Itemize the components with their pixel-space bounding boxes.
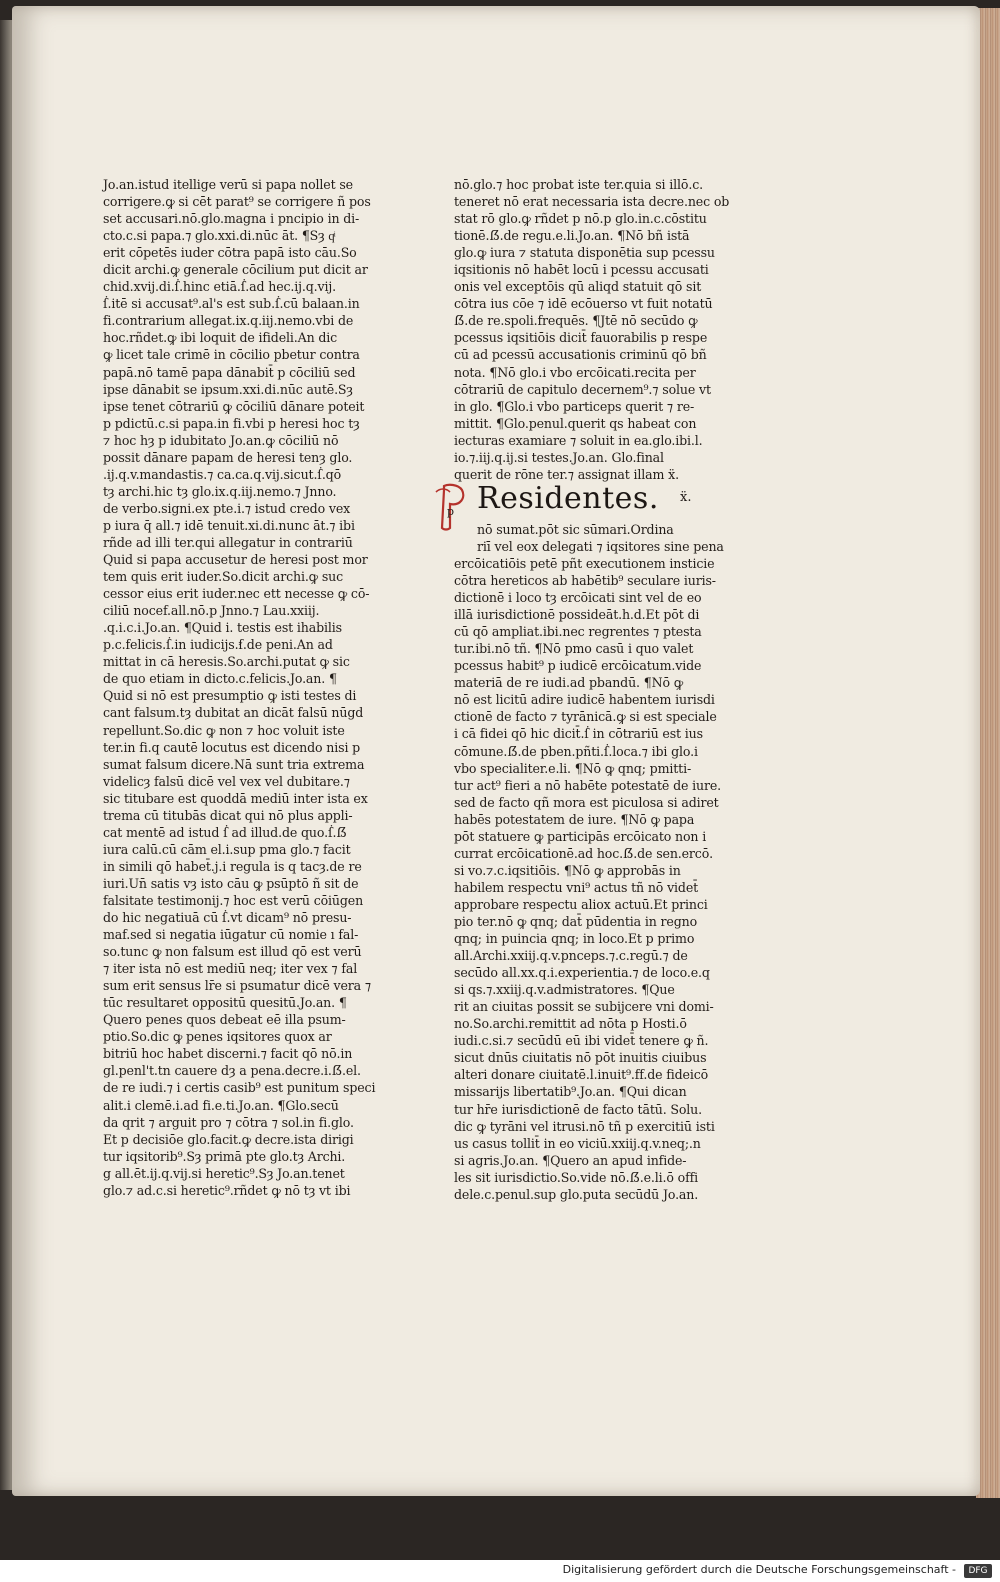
text-line: habilem respectu vni⁹ actus tñ nō videt̄ xyxy=(454,879,699,895)
right-text-column-rest xyxy=(454,555,721,1203)
text-line: fi.contrarium allegat.ix.q.iij.nemo.vbi de xyxy=(103,313,354,329)
text-line: qnq; in puincia qnq; in loco.Et p primo xyxy=(454,931,695,947)
text-line: sed de facto qñ mora est piculosa si adiret xyxy=(454,794,719,810)
text-line: us casus tollit̄ in eo viciū.xxiij.q.v.neq;.n xyxy=(454,1135,701,1151)
text-line: les sit iurisdictio.So.vide nō.ẞ.e.li.ō offi xyxy=(454,1169,698,1185)
text-line: iura calū.cū cām el.i.sup pma glo.⁊ facit xyxy=(103,841,351,857)
text-line: ercōicatiōis petē pñt executionem insticie xyxy=(454,556,715,571)
text-line: bitriū hoc habet discerni.⁊ facit qō nō.in xyxy=(103,1046,353,1062)
text-line: alit.i clemē.i.ad fi.e.ti.Jo.an. ¶Glo.secū xyxy=(103,1097,339,1113)
text-line: ẞ.de re.spoli.frequēs. ¶Jtē nō secūdo ꝙ xyxy=(454,313,698,329)
text-line: hoc.rñdet.ꝙ ibi loquit de ifideli.An dic xyxy=(103,330,338,346)
text-line: currat ercōicationē.ad hoc.ẞ.de sen.ercō. xyxy=(454,845,713,861)
text-line: iqsitionis nō habēt locū i pcessu accusati xyxy=(454,262,709,278)
text-line: sumat falsum dicere.Nā sunt tria extrema xyxy=(103,756,365,772)
text-line: .q.i.c.i.Jo.an. ¶Quid i. testis est ihabilis xyxy=(103,620,342,636)
text-line: cessor eius erit iuder.nec ett necesse ꝙ cō- xyxy=(103,586,370,602)
text-line: habēs potestatem de iure. ¶Nō ꝙ papa xyxy=(454,811,695,827)
initial-guide-letter: p xyxy=(447,505,455,518)
text-line: iudi.c.si.⁊ secūdū eū ibi videt̄ tenere ꝙ ñ. xyxy=(454,1033,709,1049)
text-line: mittat in cā heresis.So.archi.putat ꝙ sic xyxy=(103,654,350,670)
text-line: .ij.q.v.mandastis.⁊ ca.ca.q.vij.sicut.ẛ.qō xyxy=(103,466,342,482)
left-text-column xyxy=(103,176,375,1199)
text-line: si agris.Jo.an. ¶Quero an apud infide- xyxy=(454,1152,687,1168)
text-line: illā iurisdictionē possideāt.h.d.Et pōt di xyxy=(454,607,700,623)
text-line: tur.ibi.nō tñ. ¶Nō pmo casū i quo valet xyxy=(454,641,694,657)
text-line: Quero penes quos debeat eē illa psum- xyxy=(103,1012,346,1028)
text-line: tionē.ẞ.de regu.e.li.Jo.an. ¶Nō bñ istā xyxy=(454,228,690,244)
text-line: i cā fidei qō hic dicit̄.ẛ in cōtrariū est ius xyxy=(454,726,703,742)
text-line: teneret nō erat necessaria ista decre.nec ob xyxy=(454,194,730,210)
text-line: corrigere.ꝙ si cēt parat⁹ se corrigere ñ pos xyxy=(103,194,371,210)
text-line: sicut dnūs ciuitatis nō pōt inuitis ciuibus xyxy=(454,1050,707,1066)
text-line: ter.in fi.q cautē locutus est dicendo nisi p xyxy=(103,739,361,755)
text-line: riī vel eox delegati ⁊ iqsitores sine pena xyxy=(477,539,724,555)
dfg-logo: DFG xyxy=(964,1564,992,1578)
text-line: g all.ēt.ij.q.vij.si heretic⁹.Sȝ Jo.an.tenet xyxy=(103,1165,345,1181)
text-line: erit cōpetēs iuder cōtra papā isto cāu.So xyxy=(103,245,357,261)
text-line: p.c.felicis.ẛ.in iudicijs.ẜ.de peni.An ad xyxy=(103,637,333,653)
text-line: ⁊ hoc hȝ p idubitato Jo.an.ꝙ cōciliū nō xyxy=(103,432,339,448)
text-line: so.tunc ꝙ non falsum est illud qō est verū xyxy=(103,944,362,960)
text-line: pio ter.nō ꝙ qnq; dat̄ pūdentia in regno xyxy=(454,913,698,929)
text-line: cant falsum.tȝ dubitat an dicāt falsū nūgd xyxy=(103,705,364,721)
text-line: ctionē de facto ⁊ tyrānicā.ꝙ si est speciale xyxy=(454,709,717,725)
text-line: chid.xvij.di.ẛ.hinc etiā.ẛ.ad hec.ij.q.vij. xyxy=(103,279,336,295)
text-line: cōmune.ẞ.de pben.pñti.ẛ.loca.⁊ ibi glo.i xyxy=(454,743,698,759)
text-line: tem quis erit iuder.So.dicit archi.ꝙ suc xyxy=(103,569,344,585)
text-line: io.⁊.iij.q.ij.si testes.Jo.an. Glo.final xyxy=(454,449,664,465)
text-line: falsitate testimonij.⁊ hoc est verū cōiūgen xyxy=(103,892,364,908)
text-line: all.Archi.xxiij.q.v.pnceps.⁊.c.regū.⁊ de xyxy=(454,948,688,964)
text-line: alteri donare ciuitatē.l.inuit⁹.ff.de fideicō xyxy=(454,1067,709,1083)
text-line: iuri.Un̄ satis vȝ isto cāu ꝙ psūptō ñ sit de xyxy=(103,875,359,891)
text-line: ⁊ iter ista nō est mediū neq; iter vex ⁊ fal xyxy=(103,961,358,977)
text-line: querit de rōne ter.⁊ assignat illam ẍ. xyxy=(454,466,679,482)
text-line: pcessus iqsitiōis dicit̄ fauorabilis p respe xyxy=(454,330,708,346)
text-line: mittit. ¶Glo.penul.querit qs habeat con xyxy=(454,415,697,431)
text-line: Jo.an.istud itellige verū si papa nollet se xyxy=(103,177,353,192)
text-line: si qs.⁊.xxiij.q.v.admistratores. ¶Que xyxy=(454,982,675,998)
text-line: missarijs libertatib⁹.Jo.an. ¶Qui dican xyxy=(454,1084,687,1100)
section-heading: Residentes. xyxy=(477,481,659,516)
text-line: pōt statuere ꝙ participās ercōicato non i xyxy=(454,828,707,844)
text-line: nota. ¶Nō glo.i vbo ercōicati.recita per xyxy=(454,364,696,380)
right-text-after-heading xyxy=(477,521,724,555)
text-line: do hic negatiuā cū ẛ.vt dicam⁹ nō presu- xyxy=(103,910,352,926)
text-line: p iura q̄ all.⁊ idē tenuit.xi.di.nunc āt.⁊ ibi xyxy=(103,517,355,533)
text-line: in glo. ¶Glo.i vbo particeps querit ⁊ re- xyxy=(454,398,695,414)
text-line: in simili qō habet̄.j.i regula is q tacȝ.de re xyxy=(103,858,362,874)
text-line: cat mentē ad istud ẛ ad illud.de quo.ẛ.ẞ xyxy=(103,824,347,840)
text-line: si vo.⁊.c.iqsitiōis. ¶Nō ꝙ approbās in xyxy=(454,862,681,878)
text-line: sic titubare est quoddā mediū inter ista ex xyxy=(103,790,368,806)
text-line: ptio.So.dic ꝙ penes iqsitores quox ar xyxy=(103,1029,332,1045)
text-line: glo.⁊ ad.c.si heretic⁹.rñdet ꝙ nō tȝ vt ibi xyxy=(103,1182,351,1198)
text-line: no.So.archi.remittit ad nōta p Hosti.ō xyxy=(454,1016,687,1032)
right-text-column-top xyxy=(454,176,729,483)
text-line: dic ꝙ tyrāni vel itrusi.nō tñ p exercitiū isti xyxy=(454,1118,715,1134)
text-line: set accusari.nō.glo.magna i pncipio in di- xyxy=(103,211,360,227)
section-heading-tail: ẍ. xyxy=(680,490,692,505)
text-line: ciliū nocef.all.nō.p Jnno.⁊ Lau.xxiij. xyxy=(103,603,320,619)
text-line: dele.c.penul.sup glo.puta secūdū Jo.an. xyxy=(454,1186,699,1202)
text-line: p pdictū.c.si papa.in fi.vbi p heresi hoc tȝ xyxy=(103,415,360,431)
text-line: materiā de re iudi.ad pbandū. ¶Nō ꝙ xyxy=(454,675,684,691)
text-line: Quid si nō est presumptio ꝙ isti testes di xyxy=(103,688,357,704)
text-line: ẛ.itē si accusat⁹.al's est sub.ẛ.cū balaan.in xyxy=(103,296,360,312)
text-line: pcessus habit⁹ p iudicē ercōicatum.vide xyxy=(454,658,702,674)
text-line: ꝙ licet tale crimē in cōcilio pbetur contra xyxy=(103,347,360,363)
text-line: rñde ad illi ter.qui allegatur in contrariū xyxy=(103,534,353,550)
text-line: trema cū titubās dicat qui nō plus appli- xyxy=(103,807,353,823)
decorated-initial-p-icon xyxy=(434,482,470,532)
text-line: da qrit ⁊ arguit pro ⁊ cōtra ⁊ sol.in fi.glo. xyxy=(103,1114,354,1130)
footer-credit: Digitalisierung gefördert durch die Deutsche Forschungsgemeinschaft - xyxy=(562,1563,956,1576)
text-line: gl.penl't.tn cauere dȝ a pena.decre.i.ẞ.el. xyxy=(103,1063,361,1079)
text-line: iecturas examiare ⁊ soluit in ea.glo.ibi.l. xyxy=(454,432,703,448)
text-line: sum erit sensus lr̄e si psumatur dicē vera ⁊ xyxy=(103,978,371,994)
text-line: de re iudi.⁊ i certis casib⁹ est punitum speci xyxy=(103,1080,376,1096)
text-line: cto.c.si papa.⁊ glo.xxi.di.nūc āt. ¶Sȝ qͥ xyxy=(103,228,335,244)
text-line: cū ad pcessū accusationis criminū qō bñ xyxy=(454,347,707,363)
text-line: approbare respectu aliox actuū.Et princi xyxy=(454,896,708,912)
text-line: tūc resultaret oppositū quesitū.Jo.an. ¶ xyxy=(103,995,347,1011)
text-line: tur act⁹ fieri a nō habēte potestatē de iure. xyxy=(454,777,722,793)
text-line: cōtrariū de capitulo decernem⁹.⁊ solue vt xyxy=(454,381,711,397)
text-line: nō sumat.pōt sic sūmari.Ordina xyxy=(477,522,674,537)
text-line: nō.glo.⁊ hoc probat iste ter.quia si illō.c. xyxy=(454,177,703,192)
text-line: tȝ archi.hic tȝ glo.ix.q.iij.nemo.⁊ Jnno. xyxy=(103,483,337,499)
text-line: ipse dānabit se ipsum.xxi.di.nūc autē.Sȝ xyxy=(103,381,353,397)
text-line: de quo etiam in dicto.c.felicis.Jo.an. ¶ xyxy=(103,671,337,687)
text-line: cū qō ampliat.ibi.nec regrentes ⁊ ptesta xyxy=(454,624,702,640)
text-line: nō est licitū adire iudicē habentem iurisdi xyxy=(454,692,715,708)
text-line: maf.sed si negatia iūgatur cū nomie ı fal- xyxy=(103,927,359,943)
text-line: de verbo.signi.ex pte.i.⁊ istud credo vex xyxy=(103,500,351,516)
text-line: secūdo all.xx.q.i.experientia.⁊ de loco.e.q xyxy=(454,965,710,981)
text-line: cōtra hereticos ab habētib⁹ seculare iuris- xyxy=(454,573,716,589)
text-line: repellunt.So.dic ꝙ non ⁊ hoc voluit iste xyxy=(103,722,345,738)
text-line: tur iqsitorib⁹.Sȝ primā pte glo.tȝ Archi. xyxy=(103,1148,346,1164)
text-line: glo.ꝙ iura ⁊ statuta disponētia sup pcessu xyxy=(454,245,715,261)
text-line: videlicȝ falsū dicē vel vex vel dubitare.⁊ xyxy=(103,773,350,789)
text-line: vbo specialiter.e.li. ¶Nō ꝙ qnq; pmitti- xyxy=(454,760,692,776)
text-line: stat rō glo.ꝙ rñdet p nō.p glo.in.c.cōstitu xyxy=(454,211,707,227)
text-line: rit an ciuitas possit se subijcere vni domi- xyxy=(454,999,714,1015)
text-line: Et p decisiōe glo.facit.ꝙ decre.ista dirigi xyxy=(103,1131,354,1147)
text-line: tur hr̄e iurisdictionē de facto tātū. Solu. xyxy=(454,1101,702,1117)
text-line: papā.nō tamē papa dānabit̄ p cōciliū sed xyxy=(103,364,356,380)
text-line: dicit archi.ꝙ generale cōcilium put dicit ar xyxy=(103,262,368,278)
text-line: Quid si papa accusetur de heresi post mor xyxy=(103,552,368,568)
text-line: ipse tenet cōtrariū ꝙ cōciliū dānare poteit xyxy=(103,398,365,414)
text-line: cōtra ius cōe ⁊ idē ecōuerso vt fuit notatū xyxy=(454,296,713,312)
text-line: onis vel exceptōis qū aliqd statuit qō sit xyxy=(454,279,702,295)
text-line: dictionē i loco tȝ ercōicati sint vel de eo xyxy=(454,590,702,606)
text-line: possit dānare papam de heresi tenȝ glo. xyxy=(103,449,353,465)
